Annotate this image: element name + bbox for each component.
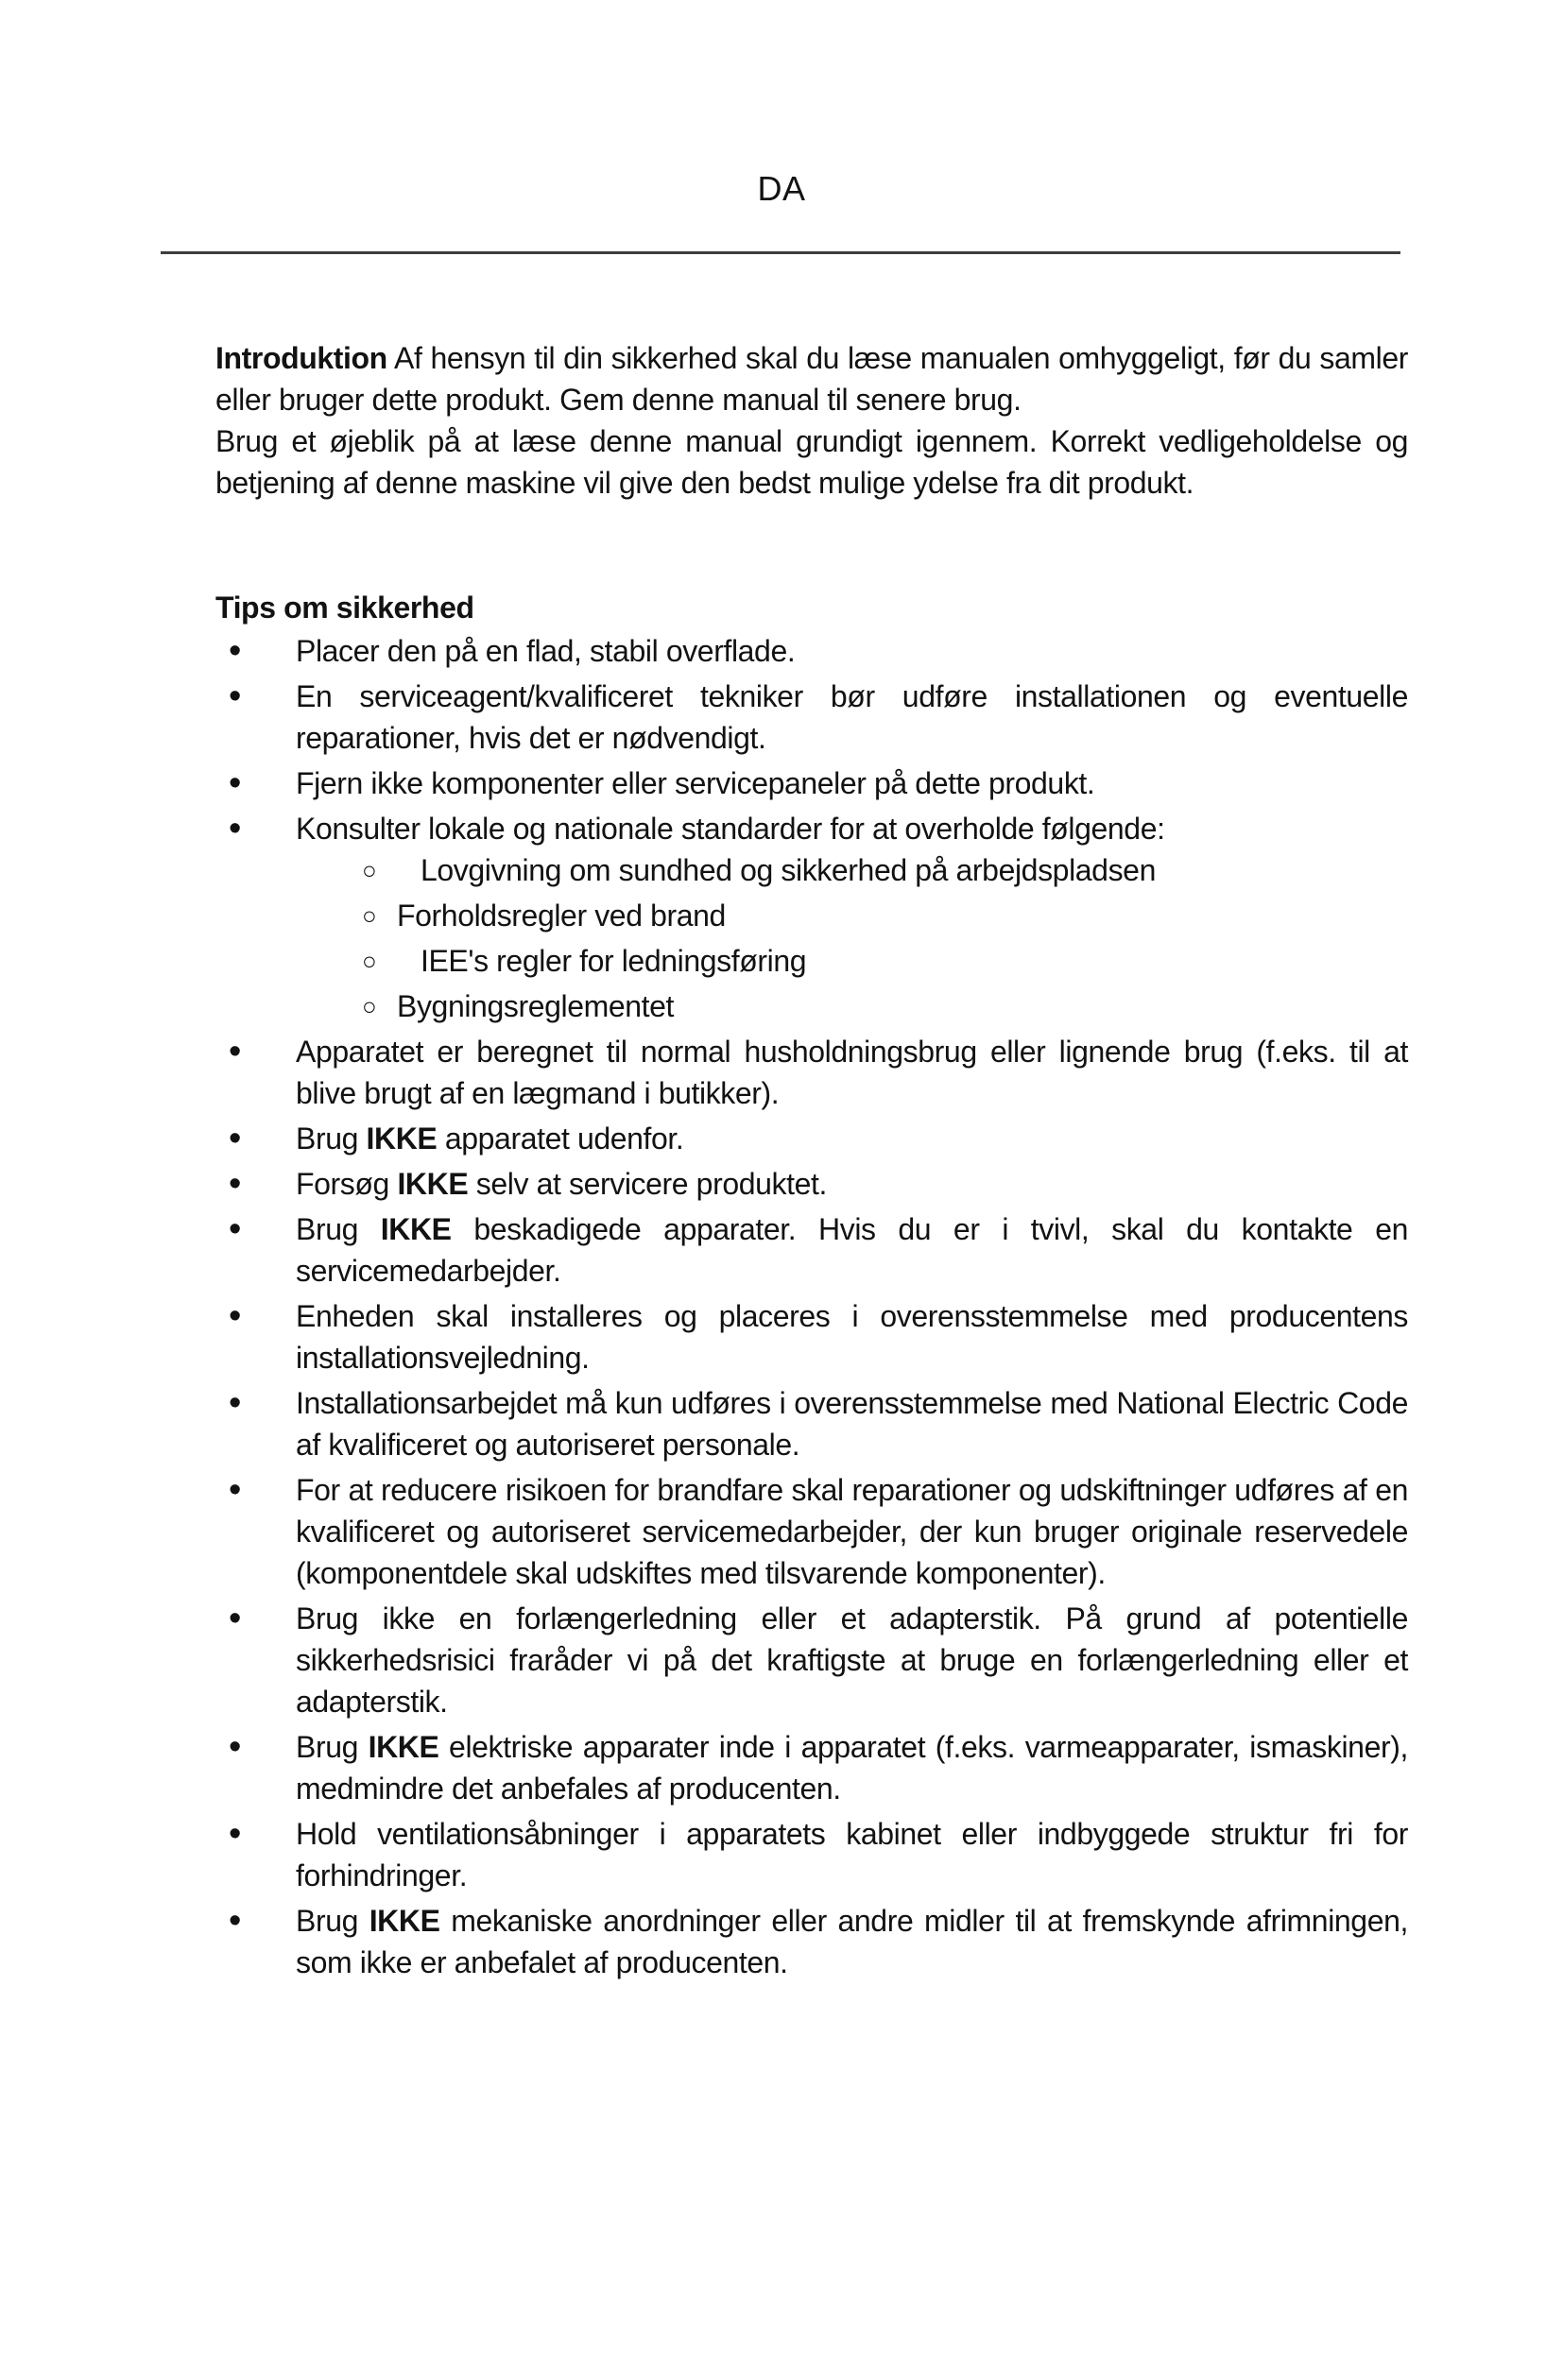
text-run: mekaniske anordninger eller andre midler til at fremskynde afrimningen, som ikke er anbefalet af producenten. — [296, 1904, 1408, 1979]
bullet-disc-marker: • — [229, 809, 242, 848]
bullet-disc-marker: • — [229, 1296, 242, 1336]
bullet-circle-marker: ○ — [362, 856, 377, 884]
bullet-text — [296, 1167, 827, 1201]
bullet-disc-marker: • — [229, 1814, 242, 1854]
bullet-disc-marker: • — [229, 1727, 242, 1767]
bullet-circle-marker: ○ — [362, 992, 377, 1020]
text-run: Forsøg — [296, 1167, 398, 1201]
safety-bullet-item — [215, 1118, 1408, 1159]
safety-bullet-item — [215, 1900, 1408, 1983]
bullet-disc-marker: • — [229, 676, 242, 716]
bullet-text — [296, 766, 1094, 800]
text-run: Af hensyn til din sikkerhed skal du læse manualen omhyggeligt, før du samler eller bruger dette produkt. Gem denne manual til senere brug. — [215, 341, 1408, 417]
bullet-disc-marker: • — [229, 1119, 242, 1158]
bullet-text — [296, 1299, 1408, 1375]
sub-bullet-text: Forholdsregler ved brand — [397, 899, 726, 933]
text-run: Installationsarbejdet må kun udføres i overensstemmelse med National Electric Code af kvalificeret og autoriseret personale. — [296, 1386, 1408, 1462]
text-run: beskadigede apparater. Hvis du er i tvivl, skal du kontakte en servicemedarbejder. — [296, 1212, 1408, 1288]
safety-bullet-list — [215, 630, 1408, 1983]
text-run: selv at servicere produktet. — [468, 1167, 827, 1201]
text-run: Brug ikke en forlængerledning eller et adapterstik. På grund af potentielle sikkerhedsrisici fraråder vi på det kraftigste at bruge en forlængerledning eller et adapterstik. — [296, 1601, 1408, 1719]
bullet-text — [296, 1122, 683, 1156]
bold-text-run: IKKE — [397, 1167, 469, 1201]
safety-bullet-item — [215, 630, 1408, 672]
bold-text-run: IKKE — [366, 1122, 438, 1156]
safety-bullet-item — [215, 1598, 1408, 1722]
bullet-text — [296, 634, 795, 668]
text-run: Placer den på en flad, stabil overflade. — [296, 634, 796, 668]
safety-bullet-item — [215, 808, 1408, 1027]
safety-sub-bullet-item — [296, 940, 1408, 982]
bullet-disc-marker: • — [229, 763, 242, 803]
safety-bullet-item — [215, 1031, 1408, 1114]
intro-paragraph — [215, 337, 1408, 420]
sub-bullet-text: Bygningsreglementet — [397, 989, 675, 1023]
safety-bullet-item — [215, 1469, 1408, 1594]
bullet-text — [296, 1817, 1408, 1892]
safety-bullet-item — [215, 1726, 1408, 1809]
text-run: Brug — [296, 1212, 381, 1246]
text-run: Brug — [296, 1904, 369, 1938]
text-run: For at reducere risikoen for brandfare skal reparationer og udskiftninger udføres af en kvalificeret og autoriseret servicemedarbejder, der kun bruger originale reservedele (komponentdele skal udskiftes med tilsvarende komponenter). — [296, 1473, 1408, 1590]
text-run: apparatet udenfor. — [437, 1122, 684, 1156]
safety-bullet-item — [215, 762, 1408, 804]
bullet-disc-marker: • — [229, 1599, 242, 1638]
sub-bullet-text: Lovgivning om sundhed og sikkerhed på arbejdspladsen — [421, 853, 1156, 887]
intro-paragraph — [215, 420, 1408, 504]
bullet-disc-marker: • — [229, 1470, 242, 1510]
bullet-text — [296, 812, 1165, 846]
header-divider — [161, 251, 1400, 254]
safety-bullet-item — [215, 1208, 1408, 1292]
text-run: elektriske apparater inde i apparatet (f.eks. varmeapparater, ismaskiner), medmindre det anbefales af producenten. — [296, 1730, 1408, 1806]
intro-paragraphs — [215, 337, 1408, 504]
text-run: Enheden skal installeres og placeres i overensstemmelse med producentens installationsvejledning. — [296, 1299, 1408, 1375]
text-run: Konsulter lokale og nationale standarder for at overholde følgende: — [296, 812, 1165, 846]
bullet-text — [296, 1035, 1408, 1110]
safety-bullet-item — [215, 1295, 1408, 1378]
language-code-label: DA — [757, 169, 806, 208]
text-run: Hold ventilationsåbninger i apparatets kabinet eller indbyggede struktur fri for forhindringer. — [296, 1817, 1408, 1892]
bullet-text — [296, 1473, 1408, 1590]
safety-bullet-item — [215, 1813, 1408, 1896]
safety-bullet-item — [215, 1163, 1408, 1205]
bullet-circle-marker: ○ — [362, 901, 377, 930]
text-run: Apparatet er beregnet til normal husholdningsbrug eller lignende brug (f.eks. til at blive brugt af en lægmand i butikker). — [296, 1035, 1408, 1110]
safety-sub-bullet-item — [296, 849, 1408, 891]
text-run: Brug — [296, 1730, 369, 1764]
bullet-disc-marker: • — [229, 631, 242, 671]
text-run: Fjern ikke komponenter eller servicepaneler på dette produkt. — [296, 766, 1095, 800]
sub-bullet-text: IEE's regler for ledningsføring — [421, 944, 807, 978]
bullet-disc-marker: • — [229, 1901, 242, 1941]
bold-text-run: Introduktion — [215, 341, 387, 375]
bullet-circle-marker: ○ — [362, 947, 377, 975]
bullet-text — [296, 1212, 1408, 1288]
text-run: Brug — [296, 1122, 367, 1156]
bullet-disc-marker: • — [229, 1383, 242, 1423]
safety-heading: Tips om sikkerhed — [215, 591, 474, 625]
bold-text-run: IKKE — [368, 1730, 439, 1764]
bullet-text — [296, 1730, 1408, 1806]
safety-bullet-item — [215, 676, 1408, 759]
bullet-text — [296, 1601, 1408, 1719]
bold-text-run: IKKE — [380, 1212, 452, 1246]
bullet-disc-marker: • — [229, 1209, 242, 1249]
document-page — [0, 170, 1563, 2380]
bullet-text — [296, 679, 1408, 755]
text-run: Brug et øjeblik på at læse denne manual grundigt igennem. Korrekt vedligeholdelse og betjening af denne maskine vil give den bedst mulige ydelse fra dit produkt. — [215, 424, 1408, 500]
text-run: En serviceagent/kvalificeret tekniker bør udføre installationen og eventuelle reparationer, hvis det er nødvendigt. — [296, 679, 1408, 755]
bullet-disc-marker: • — [229, 1032, 242, 1071]
page-content — [215, 337, 1408, 1983]
safety-bullet-item — [215, 1382, 1408, 1465]
bullet-disc-marker: • — [229, 1164, 242, 1204]
safety-sub-bullet-item — [296, 985, 1408, 1027]
safety-sub-bullet-list — [296, 849, 1408, 1027]
bullet-text — [296, 1386, 1408, 1462]
bullet-text — [296, 1904, 1408, 1979]
bold-text-run: IKKE — [369, 1904, 440, 1938]
safety-sub-bullet-item — [296, 895, 1408, 936]
